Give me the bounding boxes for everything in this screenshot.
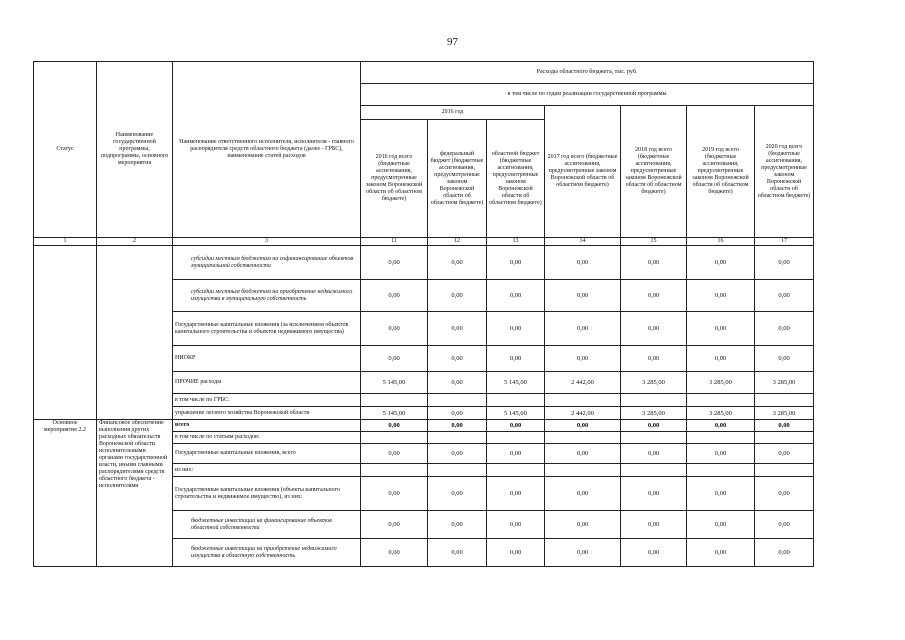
value-cell: 0,00 — [621, 420, 687, 432]
value-cell: 0,00 — [687, 280, 755, 312]
value-cell: 0,00 — [428, 312, 487, 346]
value-cell: 0,00 — [545, 246, 621, 280]
header-2019: 2019 год всего (бюджетные ассигнования, предусмотренные законом Воронежской области об областном бюджете) — [687, 106, 755, 238]
value-cell: 0,00 — [361, 280, 428, 312]
row-label: в том числе по ГРБС: — [173, 394, 361, 407]
value-cell: 0,00 — [687, 346, 755, 372]
header-2016-total: 2016 год всего (бюджетные ассигнования, предусмотренные законом Воронежской области об областном бюджете) — [361, 120, 428, 238]
colnum: 3 — [173, 238, 361, 246]
value-cell: 0,00 — [621, 312, 687, 346]
value-cell: 0,00 — [545, 444, 621, 464]
value-cell: 0,00 — [755, 444, 814, 464]
row-label: в том числе по статьям расходов: — [173, 432, 361, 444]
value-cell: 0,00 — [487, 280, 545, 312]
budget-table — [33, 61, 814, 567]
colnum: 15 — [621, 238, 687, 246]
value-cell: 0,00 — [487, 420, 545, 432]
value-cell: 0,00 — [428, 346, 487, 372]
value-cell: 0,00 — [621, 511, 687, 539]
value-cell: 0,00 — [487, 511, 545, 539]
value-cell: 0,00 — [621, 280, 687, 312]
value-cell: 0,00 — [361, 246, 428, 280]
value-cell — [361, 464, 428, 477]
value-cell: 0,00 — [487, 444, 545, 464]
value-cell — [545, 432, 621, 444]
value-cell — [545, 464, 621, 477]
value-cell: 0,00 — [545, 511, 621, 539]
value-cell — [361, 394, 428, 407]
value-cell: 5 145,00 — [487, 372, 545, 394]
value-cell: 0,00 — [755, 477, 814, 511]
row-label: субсидии местным бюджетам на софинансирование объектов муниципальной собственности — [173, 246, 361, 280]
row-label: бюджетные инвестиции на приобретение недвижимого имущества в областную собственность — [173, 539, 361, 567]
value-cell: 0,00 — [361, 539, 428, 567]
value-cell: 0,00 — [687, 511, 755, 539]
header-2016-regional: областной бюджет (бюджетные ассигнования, предусмотренные законом Воронежской области об областном бюджете) — [487, 120, 545, 238]
value-cell: 5 145,00 — [361, 372, 428, 394]
row-label: Государственные капитальные вложения (за исключением объектов капитального строительства и объектов недвижимого имущества) — [173, 312, 361, 346]
value-cell: 0,00 — [361, 477, 428, 511]
value-cell — [545, 394, 621, 407]
value-cell: 0,00 — [687, 539, 755, 567]
value-cell — [621, 394, 687, 407]
value-cell — [487, 394, 545, 407]
value-cell: 5 145,00 — [361, 407, 428, 420]
value-cell: 0,00 — [361, 420, 428, 432]
header-executor: Наименование ответственного исполнителя, исполнителя - главного распорядителя средств областного бюджета (далее - ГРБС), наименование статей расходов — [173, 62, 361, 238]
value-cell — [687, 464, 755, 477]
value-cell — [487, 432, 545, 444]
value-cell: 0,00 — [687, 477, 755, 511]
value-cell: 0,00 — [361, 511, 428, 539]
column-numbers-row — [34, 238, 814, 246]
value-cell — [621, 432, 687, 444]
header-program-name: Наименование государственной программы, подпрограммы, основного мероприятия — [97, 62, 173, 238]
row-label: из них: — [173, 464, 361, 477]
row-label: бюджетные инвестиции на финансирование объектов областной собственности — [173, 511, 361, 539]
value-cell — [755, 432, 814, 444]
value-cell: 0,00 — [361, 312, 428, 346]
header-2017: 2017 год всего (бюджетные ассигнования, предусмотренные законом Воронежской области об областном бюджете) — [545, 106, 621, 238]
value-cell: 0,00 — [428, 372, 487, 394]
value-cell: 0,00 — [487, 539, 545, 567]
value-cell: 0,00 — [687, 312, 755, 346]
value-cell: 2 442,00 — [545, 372, 621, 394]
value-cell: 0,00 — [755, 420, 814, 432]
row-label: НИОКР — [173, 346, 361, 372]
colnum: 11 — [361, 238, 428, 246]
status-cell-empty — [34, 246, 97, 420]
section-status: Основное мероприятие 2.2 — [34, 420, 97, 567]
value-cell: 3 285,00 — [621, 407, 687, 420]
value-cell: 0,00 — [545, 312, 621, 346]
value-cell: 0,00 — [428, 407, 487, 420]
value-cell: 0,00 — [487, 346, 545, 372]
value-cell: 0,00 — [621, 444, 687, 464]
header-year-2016: 2016 год — [361, 106, 545, 120]
value-cell: 3 285,00 — [621, 372, 687, 394]
value-cell: 0,00 — [545, 539, 621, 567]
value-cell: 0,00 — [545, 280, 621, 312]
value-cell: 0,00 — [687, 246, 755, 280]
value-cell: 0,00 — [621, 246, 687, 280]
value-cell — [621, 464, 687, 477]
value-cell: 0,00 — [545, 420, 621, 432]
header-status: Статус — [34, 62, 97, 238]
value-cell: 0,00 — [545, 346, 621, 372]
value-cell: 0,00 — [361, 444, 428, 464]
value-cell — [755, 394, 814, 407]
value-cell — [428, 432, 487, 444]
value-cell: 0,00 — [545, 477, 621, 511]
value-cell: 0,00 — [487, 312, 545, 346]
colnum: 12 — [428, 238, 487, 246]
value-cell: 0,00 — [621, 346, 687, 372]
value-cell: 0,00 — [621, 539, 687, 567]
value-cell: 0,00 — [687, 444, 755, 464]
value-cell: 0,00 — [428, 477, 487, 511]
value-cell: 0,00 — [755, 312, 814, 346]
value-cell: 0,00 — [755, 539, 814, 567]
section-name: Финансовое обеспечение выполнения других расходных обязательств Воронежской области исполнительными органами государственной власти, иными главными распорядителями средств областного бюджета - исполнителями — [97, 420, 173, 567]
row-label: всего — [173, 420, 361, 432]
value-cell: 0,00 — [755, 246, 814, 280]
value-cell: 0,00 — [755, 280, 814, 312]
row-label: Государственные капитальные вложения, всего — [173, 444, 361, 464]
value-cell: 0,00 — [755, 511, 814, 539]
value-cell — [361, 432, 428, 444]
colnum: 17 — [755, 238, 814, 246]
value-cell: 0,00 — [428, 280, 487, 312]
value-cell: 0,00 — [428, 246, 487, 280]
value-cell: 5 145,00 — [487, 407, 545, 420]
row-label: ПРОЧИЕ расходы — [173, 372, 361, 394]
page-number: 97 — [447, 36, 458, 48]
colnum: 13 — [487, 238, 545, 246]
table-row — [34, 246, 814, 280]
value-cell — [487, 464, 545, 477]
program-cell-empty — [97, 246, 173, 420]
value-cell: 3 285,00 — [687, 372, 755, 394]
value-cell — [428, 464, 487, 477]
header-incl-years: в том числе по годам реализации государственной программы — [361, 84, 814, 106]
value-cell: 0,00 — [428, 444, 487, 464]
header-2020: 2020 год всего (бюджетные ассигнования, предусмотренные законом Воронежской области об областном бюджете) — [755, 106, 814, 238]
colnum: 1 — [34, 238, 97, 246]
colnum: 16 — [687, 238, 755, 246]
colnum: 14 — [545, 238, 621, 246]
value-cell: 0,00 — [361, 346, 428, 372]
value-cell: 0,00 — [687, 420, 755, 432]
value-cell: 3 285,00 — [687, 407, 755, 420]
value-cell: 0,00 — [487, 246, 545, 280]
value-cell: 0,00 — [428, 420, 487, 432]
colnum: 2 — [97, 238, 173, 246]
value-cell — [755, 464, 814, 477]
header-expenses: Расходы областного бюджета, тыс. руб. — [361, 62, 814, 84]
header-2018: 2018 год всего (бюджетные ассигнования, предусмотренные законом Воронежской области об областном бюджете) — [621, 106, 687, 238]
value-cell: 0,00 — [487, 477, 545, 511]
value-cell: 3 285,00 — [755, 372, 814, 394]
value-cell — [428, 394, 487, 407]
row-label: управление лесного хозяйства Воронежской области — [173, 407, 361, 420]
value-cell: 3 285,00 — [755, 407, 814, 420]
value-cell — [687, 394, 755, 407]
table-row — [34, 420, 814, 432]
value-cell: 2 442,00 — [545, 407, 621, 420]
value-cell: 0,00 — [428, 511, 487, 539]
row-label: Государственные капитальные вложения (объекты капитального строительства и недвижимое имущество), из них: — [173, 477, 361, 511]
value-cell: 0,00 — [755, 346, 814, 372]
value-cell: 0,00 — [428, 539, 487, 567]
row-label: субсидии местным бюджетам на приобретение недвижимого имущества в муниципальную собственность — [173, 280, 361, 312]
value-cell — [687, 432, 755, 444]
header-2016-federal: федеральный бюджет (бюджетные ассигнования, предусмотренные законом Воронежской области об областном бюджете) — [428, 120, 487, 238]
value-cell: 0,00 — [621, 477, 687, 511]
